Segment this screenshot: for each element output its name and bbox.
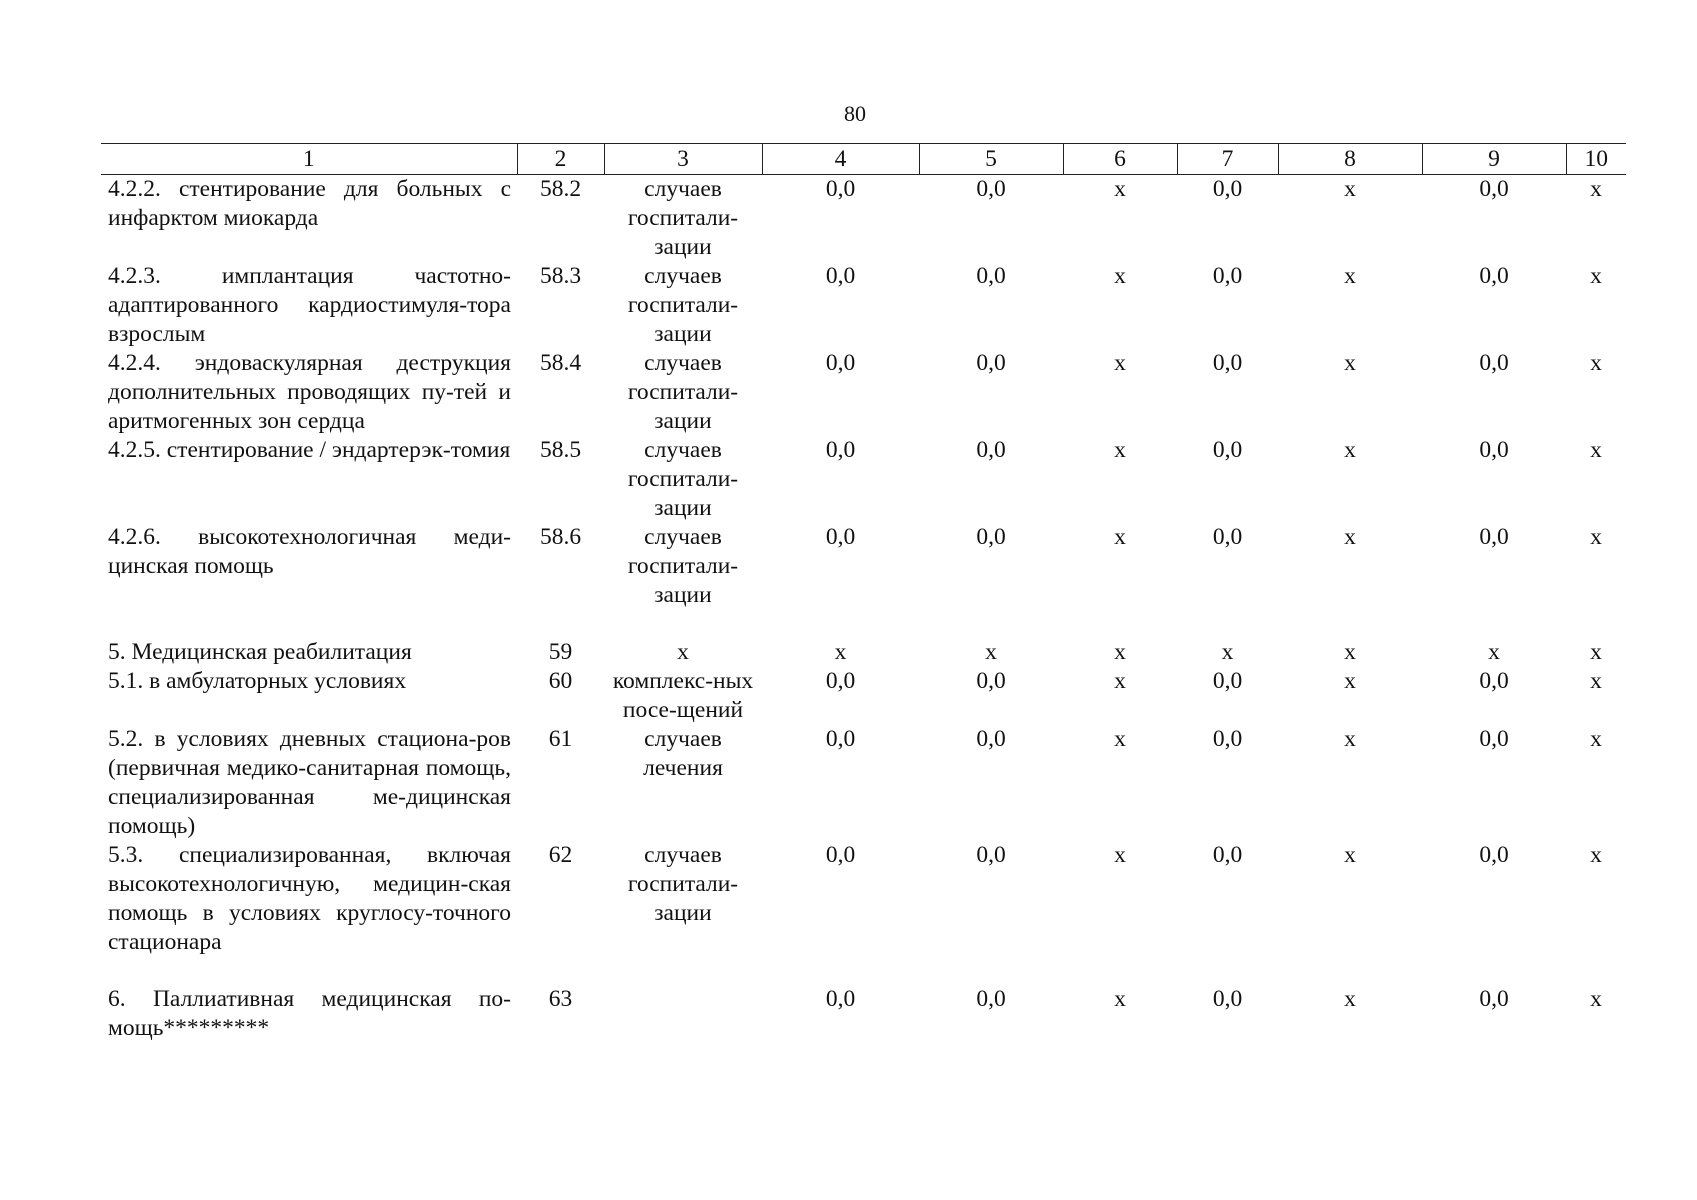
row-unit bbox=[604, 985, 762, 1043]
row-value: 0,0 bbox=[825, 842, 856, 868]
row-value: 0,0 bbox=[976, 986, 1006, 1012]
row-name: 5.1. в амбулаторных условиях bbox=[108, 668, 407, 694]
row-unit: случаев госпитали-зации bbox=[627, 437, 739, 521]
row-value: 0,0 bbox=[1479, 263, 1509, 289]
row-name: 4.2.2. стентирование для больных с инфарктом миокарда bbox=[108, 176, 511, 231]
row-unit: случаев госпитали-зации bbox=[627, 350, 739, 434]
row-value: 0,0 bbox=[976, 263, 1006, 289]
row-value: х bbox=[1590, 263, 1602, 289]
row-value: 0,0 bbox=[1479, 524, 1509, 550]
table-row bbox=[101, 841, 1626, 985]
row-value: 0,0 bbox=[976, 668, 1006, 694]
row-value: 0,0 bbox=[1479, 350, 1509, 376]
row-value: х bbox=[1114, 524, 1126, 550]
row-value: 0,0 bbox=[976, 437, 1006, 463]
row-value: х bbox=[1344, 437, 1356, 463]
table-row bbox=[101, 262, 1626, 349]
table-row bbox=[101, 985, 1626, 1043]
row-value: х bbox=[1114, 842, 1126, 868]
row-value: х bbox=[985, 639, 997, 665]
column-header: 2 bbox=[517, 144, 604, 175]
column-header: 7 bbox=[1177, 144, 1278, 175]
row-value: х bbox=[1344, 176, 1356, 202]
row-value: 0,0 bbox=[1479, 176, 1509, 202]
report-table bbox=[101, 143, 1626, 1043]
row-value: х bbox=[1590, 524, 1602, 550]
row-value: 0,0 bbox=[1212, 524, 1243, 550]
row-value: 0,0 bbox=[1212, 726, 1243, 752]
row-value: х bbox=[1114, 668, 1126, 694]
row-value: х bbox=[1114, 726, 1126, 752]
row-value: х bbox=[1344, 350, 1356, 376]
column-header: 3 bbox=[604, 144, 762, 175]
row-value: 0,0 bbox=[1479, 437, 1509, 463]
column-header: 6 bbox=[1063, 144, 1177, 175]
row-value: х bbox=[1221, 639, 1234, 665]
row-code: 58.2 bbox=[539, 176, 582, 202]
row-value: 0,0 bbox=[976, 524, 1006, 550]
row-value: 0,0 bbox=[1212, 176, 1243, 202]
row-value: х bbox=[1344, 986, 1356, 1012]
column-header: 10 bbox=[1566, 144, 1626, 175]
row-value: х bbox=[1488, 639, 1500, 665]
row-name: 6. Паллиативная медицинская по-мощь********* bbox=[108, 986, 511, 1041]
row-value: 0,0 bbox=[1212, 263, 1243, 289]
row-value: 0,0 bbox=[1479, 668, 1509, 694]
row-code: 58.5 bbox=[539, 437, 582, 463]
row-value: х bbox=[1114, 350, 1126, 376]
row-value: 0,0 bbox=[825, 350, 856, 376]
column-header: 8 bbox=[1278, 144, 1422, 175]
row-value: 0,0 bbox=[976, 726, 1006, 752]
row-value: х bbox=[1590, 350, 1602, 376]
row-value: х bbox=[1114, 639, 1126, 665]
row-name: 5. Медицинская реабилитация bbox=[108, 639, 412, 665]
table-row bbox=[101, 175, 1626, 263]
row-value: х bbox=[834, 639, 847, 665]
row-code: 58.6 bbox=[539, 524, 582, 550]
row-unit: комплекс-ных посе-щений bbox=[612, 668, 754, 723]
column-header: 5 bbox=[919, 144, 1063, 175]
column-header: 1 bbox=[101, 144, 517, 175]
row-value: 0,0 bbox=[1212, 350, 1243, 376]
row-value: х bbox=[1344, 842, 1356, 868]
row-code: 59 bbox=[548, 639, 573, 665]
row-value: 0,0 bbox=[1212, 842, 1243, 868]
row-value: х bbox=[1590, 842, 1602, 868]
row-name: 5.3. специализированная, включая высокотехнологичную, медицин-ская помощь в условиях круглосу-точного стационара bbox=[108, 842, 511, 955]
row-name: 4.2.3. имплантация частотно-адаптированного кардиостимуля-тора взрослым bbox=[108, 263, 511, 347]
row-value: 0,0 bbox=[1212, 668, 1243, 694]
row-name: 4.2.5. стентирование / эндартерэк-томия bbox=[108, 437, 511, 463]
row-unit: х bbox=[677, 639, 689, 665]
row-name: 5.2. в условиях дневных стациона-ров (первичная медико-санитарная помощь, специализированная ме-дицинская помощь) bbox=[108, 726, 511, 839]
row-value: х bbox=[1344, 726, 1356, 752]
row-value: 0,0 bbox=[825, 524, 856, 550]
row-value: 0,0 bbox=[825, 986, 856, 1012]
row-value: х bbox=[1590, 726, 1602, 752]
row-name: 4.2.4. эндоваскулярная деструкция дополнительных проводящих пу-тей и аритмогенных зон сердца bbox=[108, 350, 511, 434]
row-value: 0,0 bbox=[1212, 437, 1243, 463]
row-unit: случаев лечения bbox=[643, 726, 723, 781]
row-value: 0,0 bbox=[976, 176, 1006, 202]
row-unit: случаев госпитали-зации bbox=[627, 263, 739, 347]
row-value: 0,0 bbox=[976, 842, 1006, 868]
table-row bbox=[101, 725, 1626, 841]
column-header: 4 bbox=[762, 144, 919, 175]
table-row bbox=[101, 436, 1626, 523]
row-value: 0,0 bbox=[1212, 986, 1243, 1012]
row-value: 0,0 bbox=[825, 263, 856, 289]
row-value: х bbox=[1590, 639, 1602, 665]
row-code: 60 bbox=[548, 668, 573, 694]
row-value: х bbox=[1590, 437, 1602, 463]
column-header: 9 bbox=[1422, 144, 1566, 175]
row-value: х bbox=[1344, 668, 1356, 694]
row-value: х bbox=[1590, 176, 1602, 202]
row-unit: случаев госпитали-зации bbox=[627, 176, 739, 260]
row-value: 0,0 bbox=[1479, 986, 1509, 1012]
row-value: 0,0 bbox=[825, 176, 856, 202]
row-value: 0,0 bbox=[976, 350, 1006, 376]
row-code: 62 bbox=[548, 842, 573, 868]
header-row bbox=[101, 144, 1626, 175]
row-value: х bbox=[1590, 668, 1602, 694]
row-value: 0,0 bbox=[1479, 842, 1509, 868]
row-value: 0,0 bbox=[1479, 726, 1509, 752]
row-name: 4.2.6. высокотехнологичная меди-цинская помощь bbox=[108, 524, 511, 579]
row-value: х bbox=[1344, 524, 1356, 550]
row-value: х bbox=[1114, 986, 1126, 1012]
row-value: х bbox=[1344, 639, 1356, 665]
row-value: х bbox=[1344, 263, 1356, 289]
row-value: х bbox=[1114, 176, 1126, 202]
row-code: 61 bbox=[548, 726, 573, 752]
row-unit: случаев госпитали-зации bbox=[627, 524, 739, 608]
row-value: х bbox=[1590, 986, 1602, 1012]
row-code: 58.4 bbox=[539, 350, 582, 376]
table-row bbox=[101, 638, 1626, 667]
row-code: 58.3 bbox=[539, 263, 582, 289]
table-row bbox=[101, 349, 1626, 436]
table-row bbox=[101, 667, 1626, 725]
page-number: 80 bbox=[844, 101, 866, 126]
row-code: 63 bbox=[548, 986, 573, 1012]
row-value: 0,0 bbox=[825, 726, 856, 752]
table-row bbox=[101, 523, 1626, 638]
row-value: х bbox=[1114, 437, 1126, 463]
row-value: 0,0 bbox=[825, 668, 856, 694]
row-unit: случаев госпитали-зации bbox=[627, 842, 739, 926]
row-value: 0,0 bbox=[825, 437, 856, 463]
row-value: х bbox=[1114, 263, 1126, 289]
